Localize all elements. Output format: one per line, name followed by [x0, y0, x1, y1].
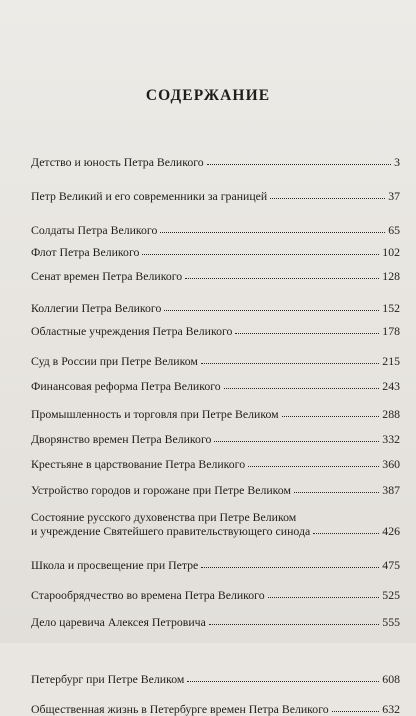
toc-entry-title: Петербург при Петре Великом: [31, 672, 185, 686]
toc-entry: [31, 155, 400, 168]
toc-entry-title: Промышленность и торговля при Петре Великом: [31, 407, 279, 421]
dot-leader: [224, 378, 380, 389]
toc-entry-page: 632: [382, 702, 400, 716]
dot-leader: [332, 701, 380, 712]
toc-entry-page: 128: [382, 269, 400, 283]
toc-entry-page: 288: [382, 407, 400, 421]
toc-entry-title: Детство и юность Петра Великого: [31, 155, 204, 169]
toc-entry-title: Финансовая реформа Петра Великого: [31, 379, 221, 393]
toc-entry: [31, 324, 400, 337]
toc-entry: [31, 615, 400, 628]
toc-entry: [31, 379, 400, 392]
toc-entry: [31, 672, 400, 685]
dot-leader: [270, 188, 385, 199]
toc-entry-page: 387: [382, 483, 400, 497]
dot-leader: [201, 353, 379, 364]
toc-entry-page: 426: [382, 524, 400, 538]
page-title: СОДЕРЖАНИЕ: [145, 87, 271, 104]
dot-leader: [207, 154, 391, 165]
toc-entry-page: 215: [382, 354, 400, 368]
toc-entry: [31, 354, 400, 367]
toc-entry-title: Устройство городов и горожане при Петре Великом: [31, 483, 291, 497]
toc-entry: [31, 588, 400, 601]
toc-entry-page: 178: [382, 324, 400, 338]
dot-leader: [214, 431, 379, 442]
toc-entry-title: Старообрядчество во времена Петра Великого: [31, 588, 265, 602]
toc-entry-title: Солдаты Петра Великого: [31, 223, 158, 237]
dot-leader: [282, 406, 380, 417]
toc-entry-title: Дело царевича Алексея Петровича: [31, 615, 206, 629]
dot-leader: [160, 222, 385, 233]
dot-leader: [268, 587, 380, 598]
toc-entry-title: Крестьяне в царствование Петра Великого: [31, 457, 246, 471]
toc-entry: [31, 432, 400, 445]
toc-entry-title: Сенат времен Петра Великого: [31, 269, 183, 283]
toc-entry-title: Дворянство времен Петра Великого: [31, 432, 212, 446]
dot-leader: [201, 557, 379, 568]
toc-entry: [31, 245, 400, 258]
toc-entry: [31, 223, 400, 236]
toc-entry-page: 475: [382, 558, 400, 572]
toc-entry-page: 152: [382, 301, 400, 315]
toc-entry: [31, 702, 400, 715]
dot-leader: [142, 244, 379, 255]
dot-leader: [313, 523, 379, 534]
toc-entry-page: 525: [382, 588, 400, 602]
toc-entry-title: Флот Петра Великого: [31, 245, 140, 259]
toc-entry-page: 65: [388, 223, 400, 237]
dot-leader: [248, 456, 379, 467]
toc-entry-title: Областные учреждения Петра Великого: [31, 324, 233, 338]
dot-leader: [185, 268, 379, 279]
toc-entry-page: 102: [382, 245, 400, 259]
toc-entry-title: Петр Великий и его современники за границей: [31, 189, 268, 203]
toc-entry-title: Школа и просвещение при Петре: [31, 558, 199, 572]
dot-leader: [164, 300, 379, 311]
dot-leader: [209, 614, 379, 625]
toc-entry-title: Коллегии Петра Великого: [31, 301, 162, 315]
toc-entry-page: 243: [382, 379, 400, 393]
toc-entry-title-line1: Состояние русского духовенства при Петре Великом: [31, 510, 297, 524]
toc-entry: [31, 407, 400, 420]
dot-leader: [294, 482, 379, 493]
toc-entry-page: 332: [382, 432, 400, 446]
toc-entry-page: 555: [382, 615, 400, 629]
toc-entry-title: и учреждение Святейшего правительствующего синода: [31, 524, 311, 538]
toc-entry: [31, 558, 400, 571]
toc-entry: [31, 301, 400, 314]
toc-entry: [31, 511, 400, 537]
toc-entry: [31, 457, 400, 470]
toc-entry-title: Суд в России при Петре Великом: [31, 354, 198, 368]
dot-leader: [187, 671, 379, 682]
toc-entry: [31, 269, 400, 282]
dot-leader: [235, 323, 379, 334]
toc-entry-title: Общественная жизнь в Петербурге времен Петра Великого: [31, 702, 329, 716]
toc-entry-page: 37: [388, 189, 400, 203]
toc-entry: [31, 483, 400, 496]
toc-entry-page: 608: [382, 672, 400, 686]
toc-entry-page: 3: [394, 155, 400, 169]
toc-entry: [31, 189, 400, 202]
toc-entry-page: 360: [382, 457, 400, 471]
